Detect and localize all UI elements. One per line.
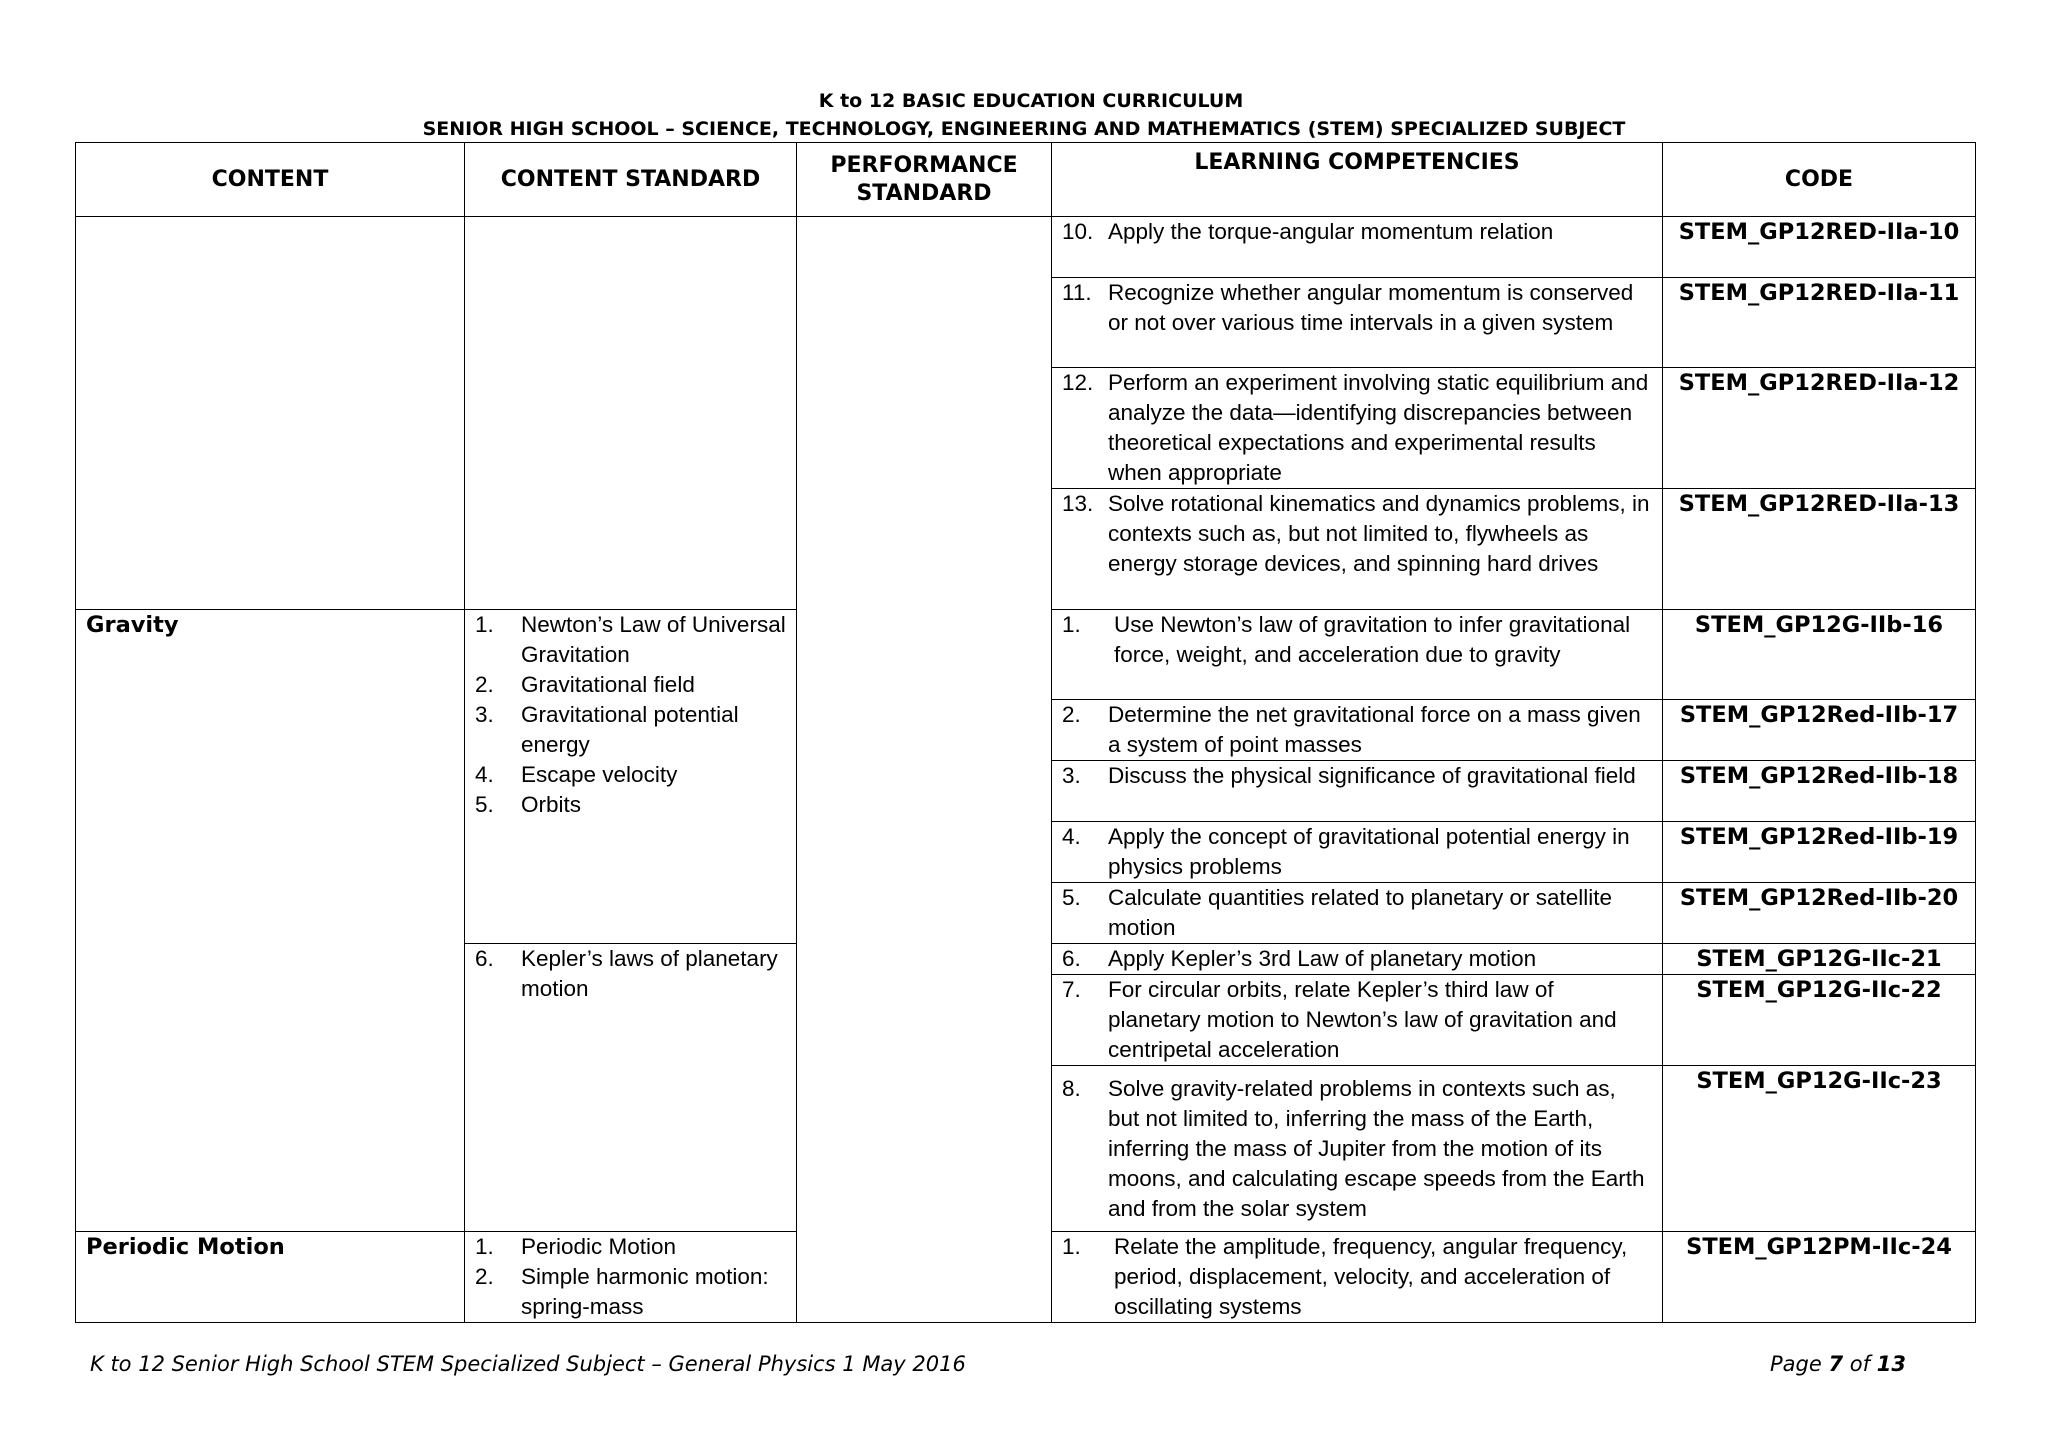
standard-text: Newton’s Law of Universal Gravitation <box>521 612 786 667</box>
competency-text: Apply the torque-angular momentum relation <box>1108 219 1554 244</box>
competency-number: 13. <box>1062 491 1094 516</box>
standard-text: Gravitational potential energy <box>521 702 739 757</box>
standard-number: 1. <box>475 1234 494 1259</box>
competency-code: STEM_GP12Red-IIb-20 <box>1663 883 1976 944</box>
page-of: of <box>1849 1352 1871 1376</box>
competency-text: Discuss the physical significance of gravitational field <box>1108 763 1636 788</box>
learning-competency <box>1052 1232 1663 1323</box>
column-header-content-standard: CONTENT STANDARD <box>465 143 797 217</box>
document-subtitle: SENIOR HIGH SCHOOL – SCIENCE, TECHNOLOGY, ENGINEERING AND MATHEMATICS (STEM) SPECIALIZED SUBJECT <box>422 118 1626 140</box>
competency-number: 11. <box>1062 280 1092 305</box>
content-standard-cell-empty <box>465 217 797 610</box>
learning-competency <box>1052 1066 1663 1232</box>
performance-standard-cell <box>797 217 1052 1323</box>
content-gravity: Gravity <box>76 610 465 1232</box>
competency-number: 3. <box>1062 763 1081 788</box>
competency-code: STEM_GP12RED-IIa-12 <box>1663 368 1976 489</box>
document-title: K to 12 BASIC EDUCATION CURRICULUM <box>818 90 1244 112</box>
learning-competency <box>1052 610 1663 700</box>
competency-code: STEM_GP12RED-IIa-13 <box>1663 489 1976 610</box>
competency-text: Determine the net gravitational force on a mass given a system of point masses <box>1108 702 1641 757</box>
page-total: 13 <box>1876 1352 1906 1376</box>
standard-text: Simple harmonic motion: spring-mass <box>521 1264 769 1319</box>
table-header-row <box>76 143 1976 217</box>
competency-code: STEM_GP12G-IIc-22 <box>1663 975 1976 1066</box>
standard-text: Kepler’s laws of planetary motion <box>521 946 778 1001</box>
standard-number: 1. <box>475 612 494 637</box>
competency-text: Relate the amplitude, frequency, angular frequency, period, displacement, velocity, and acceleration of oscillating systems <box>1114 1234 1628 1319</box>
learning-competency <box>1052 822 1663 883</box>
standard-number: 2. <box>475 672 494 697</box>
competency-number: 4. <box>1062 824 1081 849</box>
competency-number: 1. <box>1062 1234 1081 1259</box>
competency-text: Solve gravity-related problems in contexts such as, but not limited to, inferring the mass of the Earth, inferring the mass of Jupiter from the motion of its moons, and calculating escape speeds from the Earth and from the solar system <box>1108 1076 1645 1221</box>
learning-competency <box>1052 489 1663 610</box>
table-row <box>76 217 1976 278</box>
column-header-performance-standard: PERFORMANCE STANDARD <box>797 143 1052 217</box>
content-cell-empty <box>76 217 465 610</box>
competency-text: Solve rotational kinematics and dynamics problems, in contexts such as, but not limited to, flywheels as energy storage devices, and spinning hard drives <box>1108 491 1650 576</box>
curriculum-table <box>75 142 1976 1323</box>
competency-code: STEM_GP12G-IIc-23 <box>1663 1066 1976 1232</box>
standard-number: 5. <box>475 792 494 817</box>
footer-document-info: K to 12 Senior High School STEM Specialized Subject – General Physics 1 May 2016 <box>90 1352 966 1376</box>
competency-text: Recognize whether angular momentum is conserved or not over various time intervals in a given system <box>1108 280 1634 335</box>
learning-competency <box>1052 278 1663 368</box>
standard-number: 4. <box>475 762 494 787</box>
competency-number: 8. <box>1062 1076 1081 1101</box>
column-header-learning-competencies: LEARNING COMPETENCIES <box>1052 143 1663 217</box>
learning-competency <box>1052 700 1663 761</box>
competency-number: 10. <box>1062 219 1094 244</box>
competency-text: For circular orbits, relate Kepler’s third law of planetary motion to Newton’s law of gravitation and centripetal acceleration <box>1108 977 1617 1062</box>
learning-competency <box>1052 368 1663 489</box>
standard-text: Escape velocity <box>521 762 678 787</box>
competency-number: 5. <box>1062 885 1081 910</box>
competency-number: 1. <box>1062 612 1081 637</box>
competency-code: STEM_GP12G-IIb-16 <box>1663 610 1976 700</box>
standard-text: Orbits <box>521 792 582 817</box>
competency-code: STEM_GP12Red-IIb-17 <box>1663 700 1976 761</box>
competency-code: STEM_GP12RED-IIa-10 <box>1663 217 1976 278</box>
standard-number: 2. <box>475 1264 494 1289</box>
footer-page-number <box>1770 1352 1906 1376</box>
column-header-content: CONTENT <box>76 143 465 217</box>
competency-code: STEM_GP12PM-IIc-24 <box>1663 1232 1976 1323</box>
competency-text: Calculate quantities related to planetary or satellite motion <box>1108 885 1613 940</box>
standard-number: 3. <box>475 702 494 727</box>
competency-text: Apply Kepler’s 3rd Law of planetary motion <box>1108 946 1537 971</box>
standard-text: Gravitational field <box>521 672 695 697</box>
page-current: 7 <box>1828 1352 1844 1376</box>
competency-code: STEM_GP12Red-IIb-19 <box>1663 822 1976 883</box>
learning-competency <box>1052 217 1663 278</box>
competency-code: STEM_GP12Red-IIb-18 <box>1663 761 1976 822</box>
competency-code: STEM_GP12RED-IIa-11 <box>1663 278 1976 368</box>
standard-text: Periodic Motion <box>521 1234 677 1259</box>
competency-text: Use Newton’s law of gravitation to infer gravitational force, weight, and acceleration due to gravity <box>1114 612 1631 667</box>
page-label: Page <box>1770 1352 1822 1376</box>
learning-competency <box>1052 975 1663 1066</box>
column-header-code: CODE <box>1663 143 1976 217</box>
competency-text: Apply the concept of gravitational potential energy in physics problems <box>1108 824 1630 879</box>
competency-number: 2. <box>1062 702 1081 727</box>
standard-number: 6. <box>475 946 494 971</box>
content-standard-periodic <box>465 1232 797 1323</box>
competency-number: 7. <box>1062 977 1081 1002</box>
competency-number: 12. <box>1062 370 1094 395</box>
content-standard-gravity <box>465 610 797 944</box>
competency-code: STEM_GP12G-IIc-21 <box>1663 944 1976 975</box>
competency-text: Perform an experiment involving static equilibrium and analyze the data—identifying discrepancies between theoretical expectations and experimental results when appropriate <box>1108 370 1649 485</box>
competency-number: 6. <box>1062 946 1081 971</box>
content-standard-kepler <box>465 944 797 1232</box>
content-periodic-motion: Periodic Motion <box>76 1232 465 1323</box>
learning-competency <box>1052 944 1663 975</box>
learning-competency <box>1052 761 1663 822</box>
learning-competency <box>1052 883 1663 944</box>
